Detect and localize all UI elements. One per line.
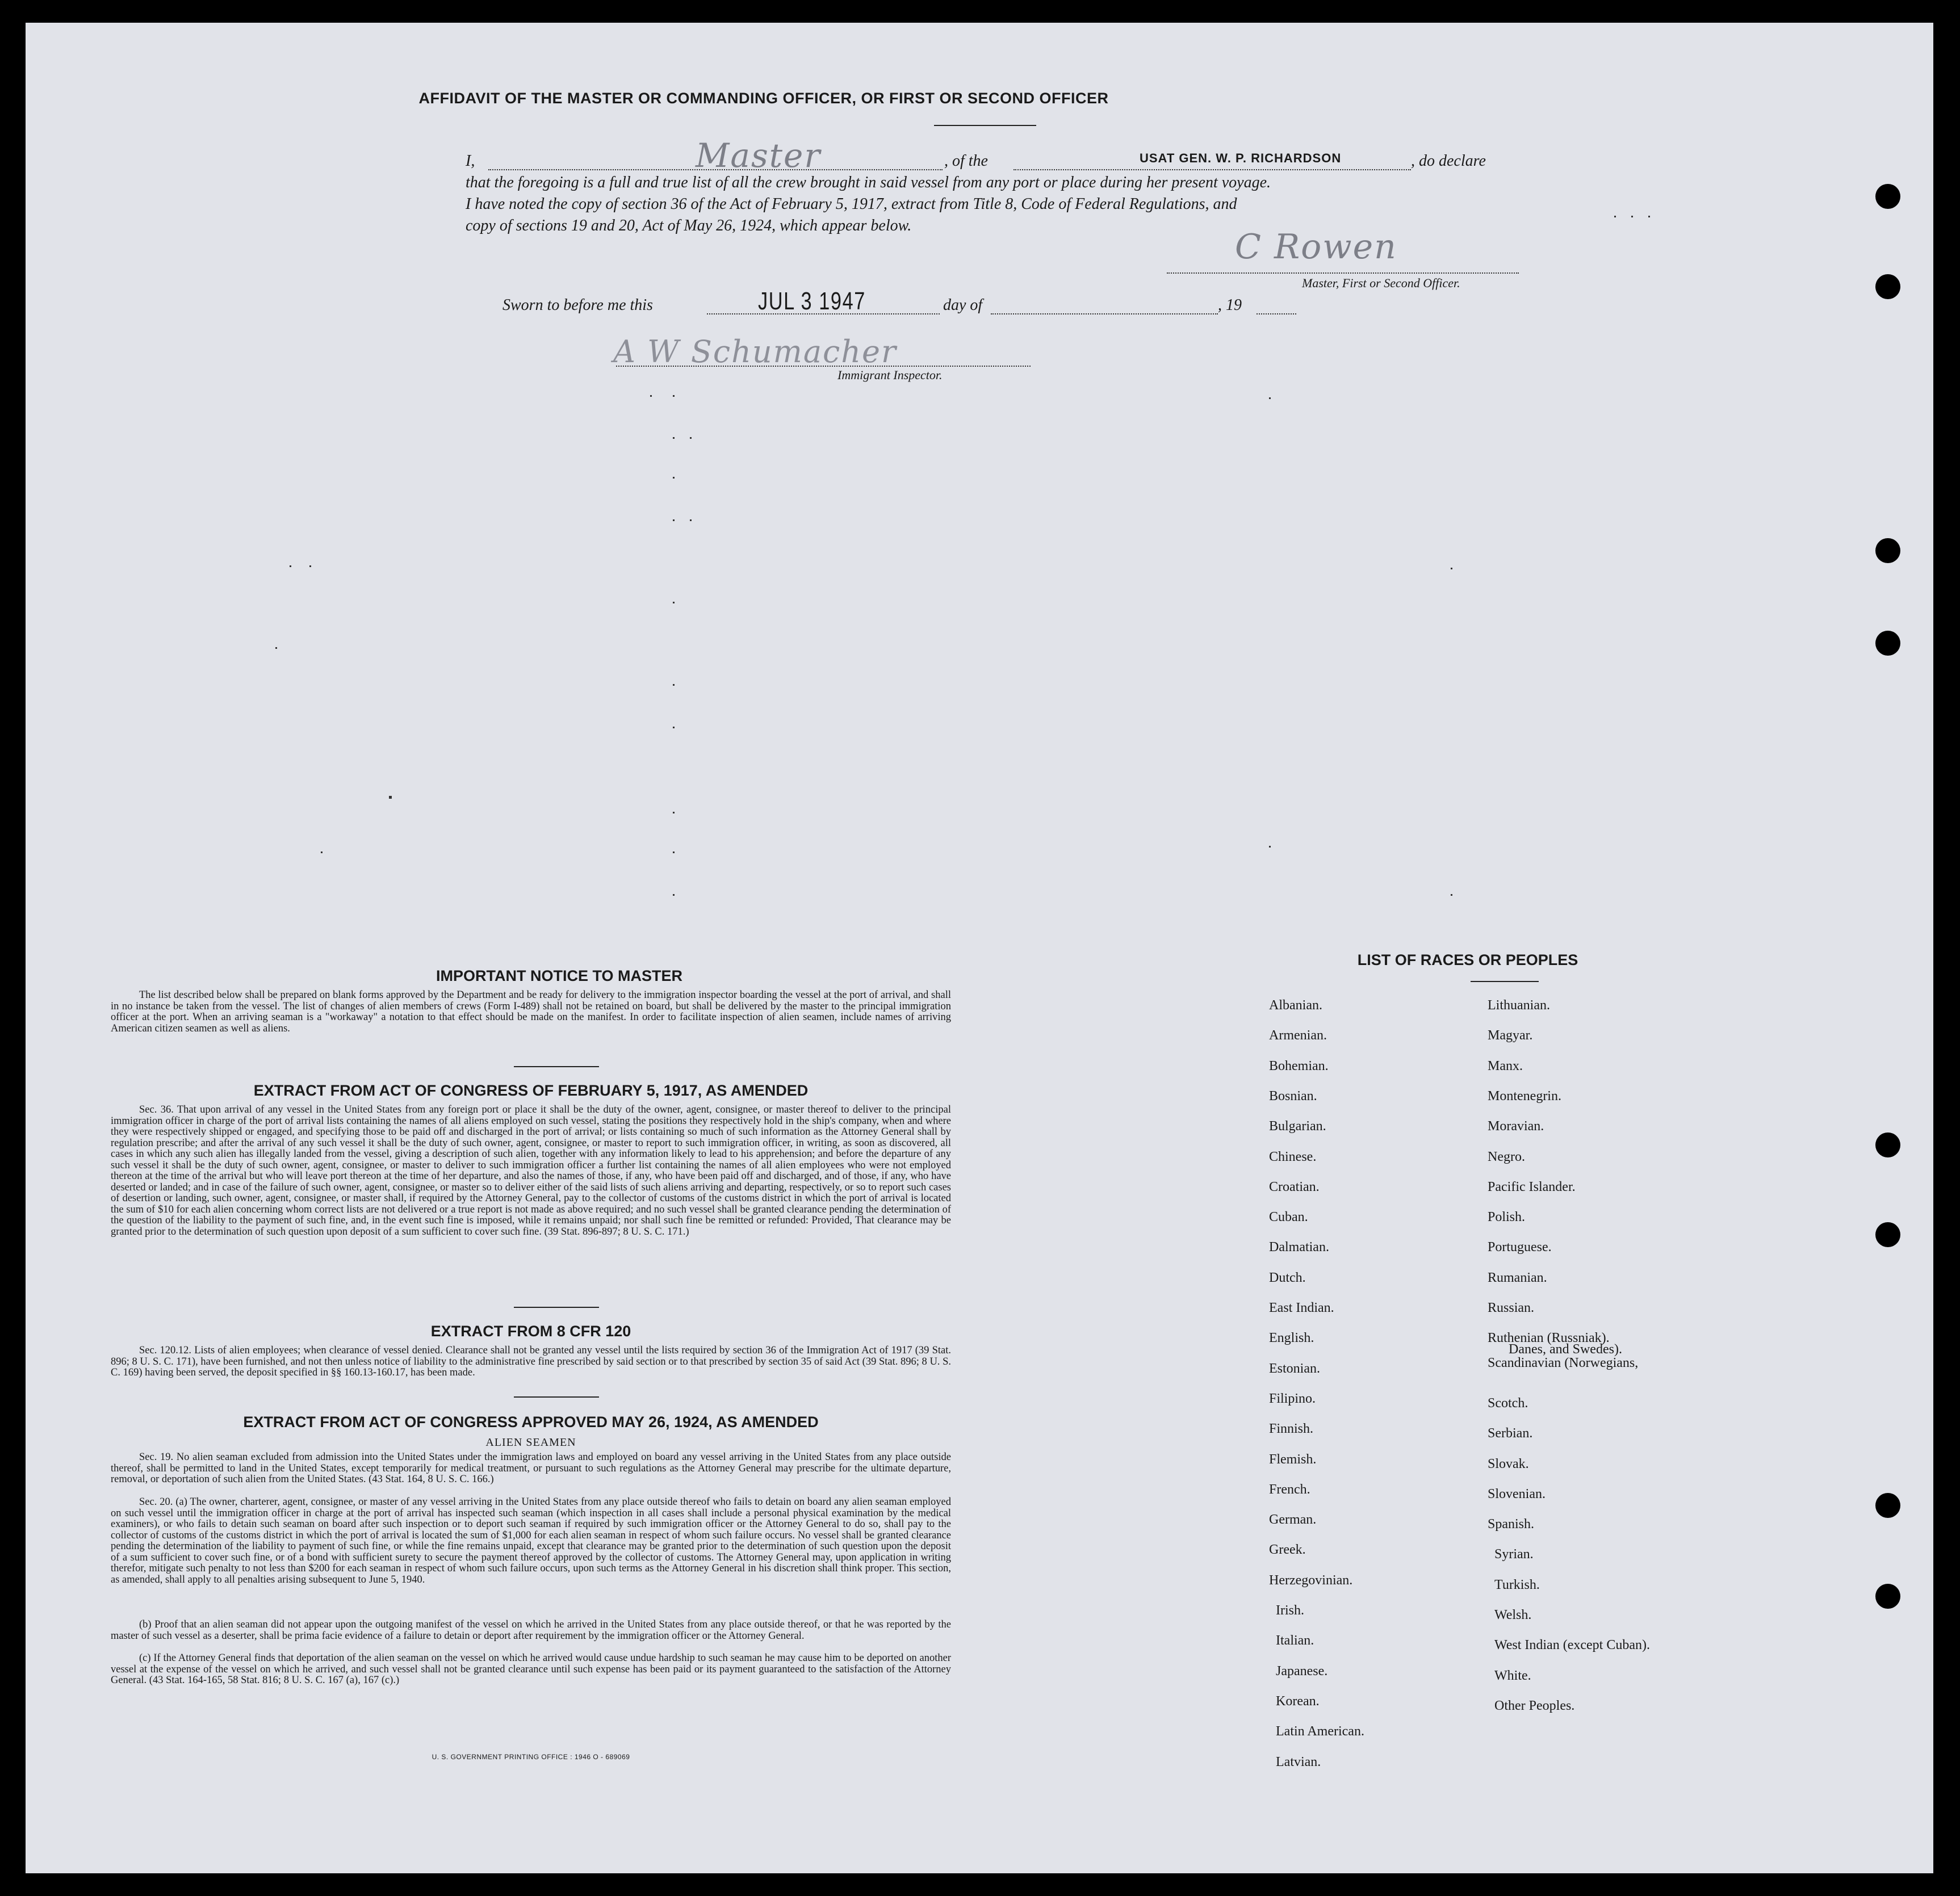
sec-20-b-body: (b) Proof that an alien seaman did not appear upon the outgoing manifest of the vessel on which he arrived in the United States from any place outside thereof, or that he was reported by the master of such vessel as a deserter, shall be prima facie evidence of a failure to detain or deport after requirement by the immigration officer or the Attorney General. (111, 1619, 951, 1642)
affidavit-line-3: I have noted the copy of section 36 of the Act of February 5, 1917, extract from Title 8, Code of Federal Regulations, and (466, 195, 1237, 213)
race-item: Montenegrin. (1488, 1089, 1561, 1104)
scan-speck (1648, 216, 1650, 217)
races-divider (1471, 981, 1539, 982)
scan-speck (673, 519, 675, 521)
race-item: Filipino. (1269, 1391, 1316, 1406)
race-item: Magyar. (1488, 1028, 1533, 1043)
race-item: Dutch. (1269, 1270, 1306, 1285)
race-item: Greek. (1269, 1542, 1306, 1557)
scan-speck (673, 602, 675, 603)
inspector-signature: A W Schumacher (613, 334, 897, 370)
race-item: Dalmatian. (1269, 1240, 1329, 1255)
race-item: Scandinavian (Norwegians, (1488, 1356, 1639, 1370)
scan-speck (321, 851, 323, 853)
divider (514, 1066, 599, 1067)
race-item: Slovak. (1488, 1457, 1529, 1471)
race-item: Estonian. (1269, 1361, 1320, 1376)
race-item: Portuguese. (1488, 1240, 1552, 1255)
form-page (26, 23, 1933, 1873)
printer-imprint: U. S. GOVERNMENT PRINTING OFFICE : 1946 O - 689069 (432, 1753, 630, 1761)
race-item: Russian. (1488, 1301, 1535, 1315)
divider (514, 1307, 599, 1308)
punch-hole (1875, 1132, 1900, 1157)
alien-seamen-subtitle: ALIEN SEAMEN (485, 1436, 576, 1449)
extract-cfr-title: EXTRACT FROM 8 CFR 120 (430, 1323, 631, 1340)
race-item: Polish. (1488, 1210, 1526, 1224)
race-item: Chinese. (1269, 1150, 1317, 1164)
vessel-field-line (1013, 169, 1411, 170)
race-item: Welsh. (1494, 1608, 1532, 1622)
scan-speck (673, 812, 675, 813)
extract-1917-title: EXTRACT FROM ACT OF CONGRESS OF FEBRUARY 5, 1917, AS AMENDED (253, 1082, 809, 1099)
race-item: Italian. (1276, 1633, 1314, 1648)
race-item: Bosnian. (1269, 1089, 1317, 1104)
race-item: Bohemian. (1269, 1059, 1329, 1073)
year-line (1257, 313, 1296, 314)
vessel-name: USAT GEN. W. P. RICHARDSON (1140, 151, 1342, 165)
race-item: Japanese. (1276, 1664, 1328, 1679)
race-item: Turkish. (1494, 1578, 1540, 1592)
sec-20-c-body: (c) If the Attorney General finds that deportation of the alien seaman on the vessel on which he arrived would cause undue hardship to such seaman he may cause him to be deported on another vessel at the expense of the vessel on which he arrived, and such vessel shall not be granted clearance until such expense has been paid or its payment guaranteed to the satisfaction of the Attorney General. (43 Stat. 164-165, 58 Stat. 816; 8 U. S. C. 167 (a), 167 (c).) (111, 1652, 951, 1686)
scan-speck (1451, 568, 1452, 569)
month-line (991, 313, 1218, 314)
i-label: I, (466, 152, 475, 170)
race-item: Lithuanian. (1488, 998, 1550, 1013)
affidavit-line-4: copy of sections 19 and 20, Act of May 26, 1924, which appear below. (466, 217, 912, 234)
race-item: Manx. (1488, 1059, 1523, 1073)
sec-20-a-body: Sec. 20. (a) The owner, charterer, agent, consignee, or master of any vessel arriving in the United States from any place outside thereof who fails to detain on board any alien seaman employed on such vessel until the immigration officer in charge at the port of arrival has inspected such seaman (which inspection in all cases shall include a personal physical examination by the medical examiners), or who fails to detain such seaman on board after such inspection or to deport such seaman if required by such immigration officer or the Attorney General to do so, shall pay to the collector of customs of the customs district in which the port of arrival is located the sum of $1,000 for each alien seaman in respect of whom such failure occurs. No vessel shall be granted clearance pending the determination of the liability to payment of such fine, or while the fine remains unpaid, except that clearance may be granted prior to the determination of such question upon the deposit of a sum sufficient to cover such fine, or of a bond with sufficient surety to secure the payment thereof approved by the collector of customs. The Attorney General may, upon application in writing therefor, mitigate such penalty to not less than $200 for each seaman in respect of whom such failure occurs, upon such terms as the Attorney General in his discretion shall think proper. This section, as amended, shall apply to all penalties arising subsequent to June 5, 1940. (111, 1496, 951, 1585)
scan-speck (290, 565, 291, 567)
do-declare-label: , do declare (1411, 152, 1486, 170)
scan-speck (1451, 894, 1452, 896)
race-item: White. (1494, 1668, 1531, 1683)
race-item: Albanian. (1269, 998, 1322, 1013)
affidavit-line-2: that the foregoing is a full and true list of all the crew brought in said vessel from any port or place during her present voyage. (466, 174, 1271, 191)
sec-19-body: Sec. 19. No alien seaman excluded from admission into the United States under the immigration laws and employed on board any vessel arriving in the United States from any place outside thereof, shall be permitted to land in the United States, except temporarily for medical treatment, or pursuant to such regulations as the Attorney General may prescribe for the ultimate departure, removal, or deportation of such alien from the United States. (43 Stat. 164, 8 U. S. C. 166.) (111, 1452, 951, 1485)
master-handwritten-value: Master (696, 136, 822, 175)
scan-speck (673, 395, 675, 397)
inspector-signature-line (616, 366, 1031, 367)
scan-speck (1614, 216, 1616, 217)
race-item: Negro. (1488, 1150, 1525, 1164)
race-item: Croatian. (1269, 1180, 1320, 1194)
year-label: , 19 (1218, 296, 1242, 314)
punch-hole (1875, 1222, 1900, 1247)
notice-title: IMPORTANT NOTICE TO MASTER (436, 967, 682, 984)
race-item: Finnish. (1269, 1421, 1314, 1436)
race-item: Korean. (1276, 1694, 1320, 1709)
punch-hole (1875, 538, 1900, 563)
race-item: Scotch. (1488, 1396, 1528, 1411)
scan-speck (673, 727, 675, 728)
extract-1924-title: EXTRACT FROM ACT OF CONGRESS APPROVED MAY 26, 1924, AS AMENDED (243, 1413, 819, 1431)
race-item: French. (1269, 1482, 1310, 1497)
of-the-label: , of the (944, 152, 988, 170)
race-item: Latvian. (1276, 1755, 1321, 1769)
scan-speck (1269, 397, 1271, 399)
day-of-label: day of (943, 296, 983, 314)
affidavit-title: AFFIDAVIT OF THE MASTER OR COMMANDING OFFICER, OR FIRST OR SECOND OFFICER (418, 90, 1109, 107)
punch-hole (1875, 1493, 1900, 1518)
race-item: Herzegovinian. (1269, 1573, 1353, 1588)
race-item: Moravian. (1488, 1119, 1544, 1134)
punch-hole (1875, 274, 1900, 299)
race-item: Danes, and Swedes). (1509, 1342, 1622, 1357)
race-item: Rumanian. (1488, 1270, 1547, 1285)
scan-speck (1631, 216, 1633, 217)
race-item: Serbian. (1488, 1426, 1533, 1441)
scan-speck (275, 647, 277, 649)
scan-speck (673, 684, 675, 686)
title-divider (934, 125, 1036, 126)
race-item: Ruthenian (Russniak). (1488, 1331, 1610, 1345)
race-item: English. (1269, 1331, 1314, 1345)
punch-hole (1875, 184, 1900, 209)
scan-speck (673, 851, 675, 853)
divider (514, 1396, 599, 1398)
race-item: Other Peoples. (1494, 1698, 1575, 1713)
sworn-label: Sworn to before me this (502, 296, 653, 314)
races-title: LIST OF RACES OR PEOPLES (1357, 951, 1578, 968)
race-item: Flemish. (1269, 1452, 1317, 1467)
extract-1917-body: Sec. 36. That upon arrival of any vessel in the United States from any foreign port or place it shall be the duty of the owner, agent, consignee, or master thereof to deliver to the principal immigration officer in charge of the port of arrival lists containing the names of all aliens employed on such vessel, stating the positions they respectively hold in the ship's company, when and where they were respectively shipped or engaged, and specifying those to be paid off and discharged in the port of arrival; or lists containing so much of such information as the Attorney General shall by regulation prescribe; and after the arrival of any such vessel it shall be the duty of such owner, agent, consignee, or master to report to such immigration officer, in writing, as soon as discovered, all cases in which any such alien has illegally landed from the vessel, giving a description of such alien, together with any information likely to lead to his apprehension; and before the departure of any such vessel it shall be the duty of such owner, agent, consignee, or master to deliver to such immigration officer a further list containing the names of all alien employees who were not employed thereon at the time of the arrival but who will leave port thereon at the time of her departure, and also the names of those, if any, who have been paid off and discharged, and of those, if any, who have deserted or landed; and in case of the failure of such owner, agent, consignee, or master so to deliver either of the said lists of such aliens arriving and departing, respectively, or so to report such cases of desertion or landing, such owner, agent, consignee, or master shall, if required by the Attorney General, pay to the collector of customs of the customs district in which the port of arrival is located the sum of $10 for each alien concerning whom correct lists are not delivered or a true report is not made as above required; and no such vessel shall be granted clearance pending the determination of the question of the liability to the payment of such fine, and, in the event such fine is imposed, while it remains unpaid; nor shall such fine be remitted or refunded: Provided, That clearance may be granted prior to the determination of such question upon deposit of a sum sufficient to cover such fine. (39 Stat. 896-897; 8 U. S. C. 171.) (111, 1104, 951, 1238)
punch-hole (1875, 631, 1900, 656)
scan-speck (650, 395, 652, 397)
punch-hole (1875, 1584, 1900, 1609)
master-signature: C Rowen (1235, 227, 1397, 267)
race-item: Latin American. (1276, 1724, 1364, 1739)
race-item: Bulgarian. (1269, 1119, 1326, 1134)
inspector-caption: Immigrant Inspector. (837, 368, 943, 382)
race-item: Pacific Islander. (1488, 1180, 1576, 1194)
race-item: West Indian (except Cuban). (1494, 1638, 1650, 1652)
extract-cfr-body: Sec. 120.12. Lists of alien employees; when clearance of vessel denied. Clearance shall not be granted any vessel until the lists required by section 36 of the Immigration Act of 1917 (39 Stat. 896; 8 U. S. C. 171), have been furnished, and not then unless notice of liability to the administrative fine prescribed by said section or to that prescribed by section 35 of said Act (39 Stat. 896; 8 U. S. C. 169) having been served, the deposit specified in §§ 160.13-160.17, has been made. (111, 1345, 951, 1378)
scan-speck (673, 437, 675, 439)
race-item: Spanish. (1488, 1517, 1535, 1532)
scan-speck (1269, 846, 1271, 848)
scan-speck (690, 519, 692, 521)
scan-speck (309, 565, 311, 567)
race-item: German. (1269, 1512, 1317, 1527)
race-item: East Indian. (1269, 1301, 1334, 1315)
scan-speck (673, 477, 675, 479)
race-item: Slovenian. (1488, 1487, 1546, 1501)
scan-speck (690, 437, 692, 439)
race-item: Syrian. (1494, 1547, 1534, 1562)
scan-speck (673, 894, 675, 896)
race-item: Armenian. (1269, 1028, 1327, 1043)
sworn-date-stamp: JUL 3 1947 (758, 287, 866, 315)
master-caption: Master, First or Second Officer. (1302, 276, 1460, 290)
race-item: Irish. (1276, 1603, 1304, 1618)
notice-body: The list described below shall be prepared on blank forms approved by the Department and be ready for delivery to the immigration inspector boarding the vessel at the port of arrival, and shall in no instance be taken from the vessel. The list of changes of alien members of crews (Form I-489) shall not be retained on board, but shall be delivered by the master to the principal immigration officer at the port. When an arriving seaman is a "workaway" a notation to that effect should be made on the manifest. In order to facilitate inspection of alien seamen, include names of arriving American citizen seamen as well as aliens. (111, 989, 951, 1034)
race-item: Cuban. (1269, 1210, 1308, 1224)
scan-speck (389, 796, 392, 799)
master-signature-line (1167, 272, 1519, 274)
